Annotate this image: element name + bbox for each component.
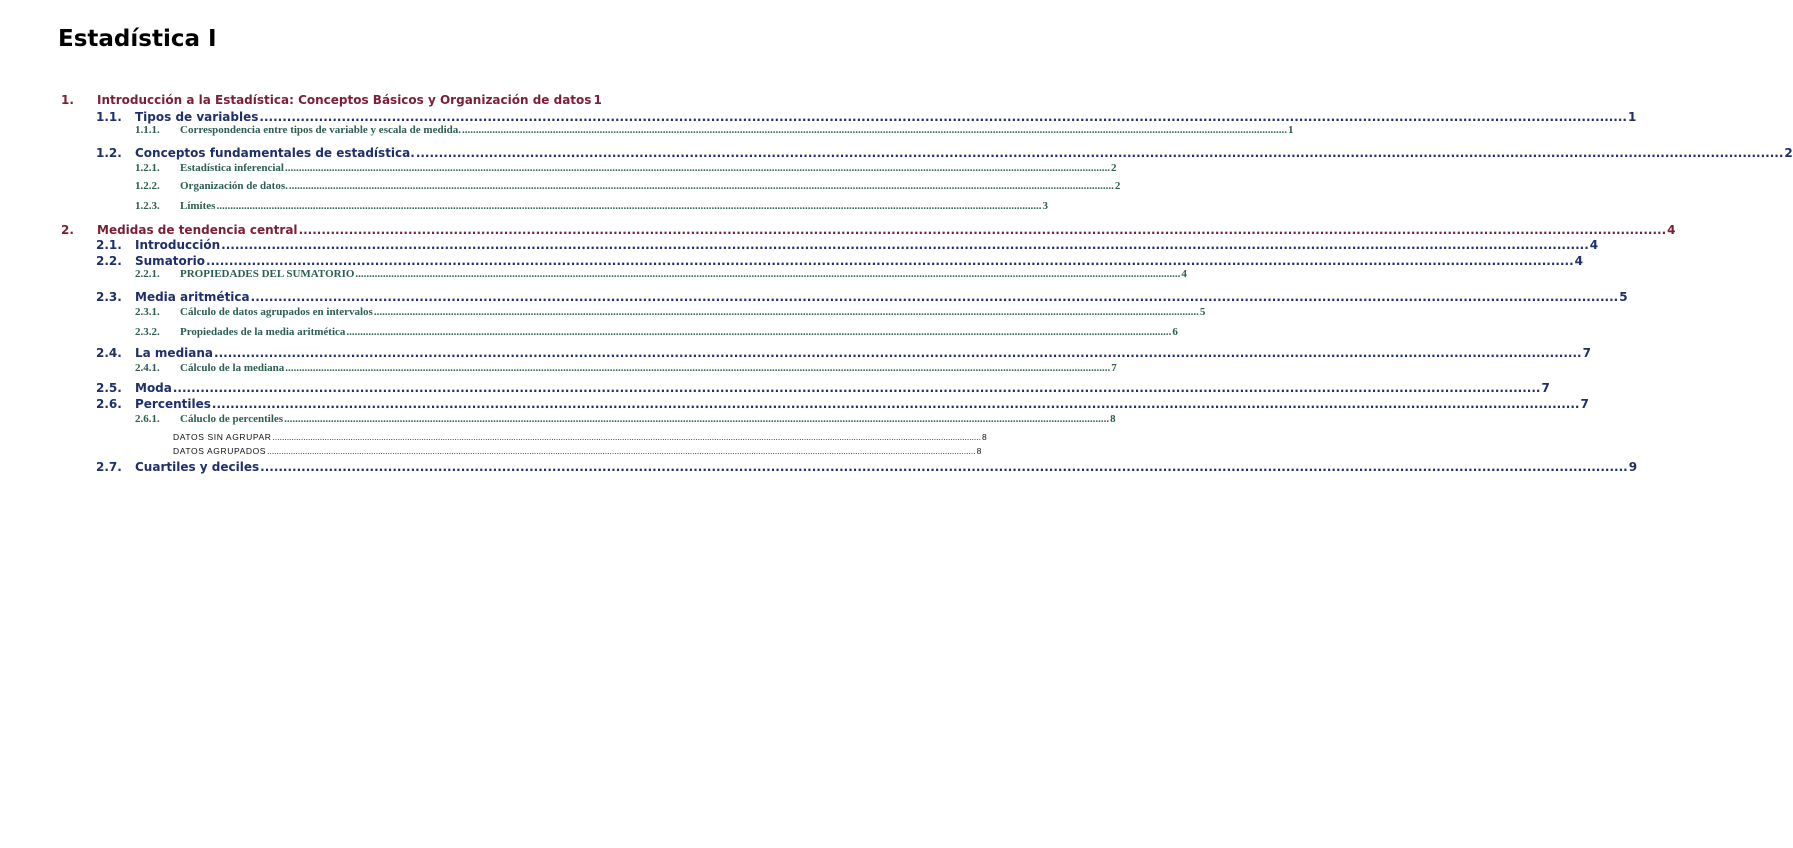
toc-entry-number: 1.1. <box>96 110 122 124</box>
toc-entry-page-number: 1 <box>593 93 602 107</box>
toc-entry[interactable] <box>135 124 1294 136</box>
toc-entry-page-number: 1 <box>1627 110 1637 124</box>
toc-entry-page-number: 7 <box>1582 346 1591 360</box>
toc-entry-number: 2.5. <box>96 381 122 395</box>
toc-entry[interactable] <box>96 346 1591 360</box>
toc-entry[interactable] <box>96 254 1583 268</box>
toc-entry-title: Cáluclo de percentiles <box>180 413 284 425</box>
toc-entry[interactable] <box>61 93 602 107</box>
toc-entry-title: Cálculo de la mediana <box>180 362 285 374</box>
toc-entry-page-number: 1 <box>1288 124 1294 136</box>
toc-entry-number: 2.3.1. <box>135 306 160 318</box>
toc-entry-title: Introducción <box>135 238 221 252</box>
toc-entry-page-number: 6 <box>1172 326 1178 338</box>
toc-entry[interactable] <box>135 413 1116 425</box>
toc-leader-dots: ............................................................................................................................................................................................................................................................................................................ <box>284 162 1110 174</box>
toc-entry-page-number: 8 <box>1110 413 1116 425</box>
toc-entry-title: Medidas de tendencia central <box>97 223 298 237</box>
toc-entry-title: PROPIEDADES DEL SUMATORIO <box>180 268 355 280</box>
toc-entry-title: Introducción a la Estadística: Conceptos Básicos y Organización de datos <box>97 93 592 107</box>
toc-entry[interactable] <box>135 268 1187 280</box>
toc-entry-title: Cuartiles y deciles <box>135 460 260 474</box>
toc-leader-dots: ............................................................................................................................................................................................................................................................................................................ <box>355 268 1181 280</box>
toc-entry-number: 2.3.2. <box>135 326 160 338</box>
toc-entry-page-number: 8 <box>976 446 982 456</box>
toc-entry[interactable] <box>135 162 1117 174</box>
toc-entry[interactable] <box>135 200 1048 212</box>
toc-entry-page-number: 4 <box>1589 238 1599 252</box>
toc-entry-number: 2.7. <box>96 460 122 474</box>
toc-entry-page-number: 2 <box>1114 180 1121 192</box>
toc-entry-page-number: 3 <box>1042 200 1048 212</box>
toc-entry-title: La mediana <box>135 346 214 360</box>
toc-entry[interactable] <box>135 326 1178 338</box>
toc-entry[interactable] <box>135 306 1206 318</box>
toc-entry-title: Percentiles <box>135 397 211 411</box>
toc-leader-dots: ............................................................................................................................................................................................................................................................................................................ <box>250 290 1619 304</box>
toc-entry[interactable] <box>135 362 1117 374</box>
toc-leader-dots: ............................................................................................................................................................................................................................................................................................................ <box>288 180 1114 192</box>
toc-entry-number: 1.2.2. <box>135 180 160 192</box>
toc-entry[interactable] <box>96 460 1638 474</box>
toc-entry-title: Conceptos fundamentales de estadística. <box>135 146 415 160</box>
toc-entry-page-number: 5 <box>1199 306 1206 318</box>
toc-entry-page-number: 7 <box>1541 381 1550 395</box>
toc-leader-dots: ............................................................................................................................................................................................................................................................................................................ <box>259 110 1627 124</box>
toc-entry-number: 1.2. <box>96 146 122 160</box>
toc-leader-dots: ............................................................................................................................................................................................................................................................................................................ <box>211 397 1580 411</box>
toc-entry[interactable] <box>96 397 1589 411</box>
toc-entry-title: Sumatorio <box>135 254 206 268</box>
toc-entry-title: Tipos de variables <box>135 110 259 124</box>
toc-leader-dots: ............................................................................................................................................................................................................................................................................................................ <box>415 146 1784 160</box>
toc-entry[interactable] <box>173 432 988 442</box>
toc-leader-dots: ............................................................................................................................................................................................................................................................................................................ <box>172 381 1541 395</box>
toc-entry-title: DATOS AGRUPADOS <box>173 446 267 456</box>
document-title: Estadística I <box>58 26 217 52</box>
toc-entry-title: Correspondencia entre tipos de variable y escala de medida. <box>180 124 461 136</box>
toc-entry-number: 2.1. <box>96 238 122 252</box>
toc-entry[interactable] <box>135 180 1121 192</box>
toc-entry-page-number: 7 <box>1111 362 1117 374</box>
toc-leader-dots: ............................................................................................................................................................................................................................................................................................................ <box>284 413 1110 425</box>
toc-entry-title: Propiedades de la media aritmética <box>180 326 346 338</box>
toc-entry-number: 2.4. <box>96 346 122 360</box>
toc-leader-dots: ............................................................................................................................................................................................................................................................................................................ <box>462 124 1287 136</box>
toc-entry-number: 2.6.1. <box>135 413 160 425</box>
toc-entry-title: Cálculo de datos agrupados en intervalos <box>180 306 373 318</box>
toc-entry-number: 2. <box>61 223 74 237</box>
toc-entry-number: 1.1.1. <box>135 124 160 136</box>
toc-entry-title: Moda <box>135 381 172 395</box>
toc-entry[interactable] <box>96 381 1550 395</box>
toc-entry-page-number: 9 <box>1628 460 1638 474</box>
toc-leader-dots: ............................................................................................................................................................................................................................................................................................................ <box>285 362 1111 374</box>
toc-entry-page-number: 5 <box>1619 290 1628 304</box>
toc-leader-dots: ............................................................................................................................................................................................................................................................................................................ <box>298 223 1667 237</box>
toc-leader-dots: ............................................................................................................................................................................................................................................................................................................ <box>346 326 1172 338</box>
toc-entry-number: 1.2.1. <box>135 162 160 174</box>
toc-entry-page-number: 2 <box>1110 162 1117 174</box>
toc-entry-title: Límites <box>180 200 216 212</box>
toc-leader-dots: ............................................................................................................................................................................................................................................................................................................ <box>260 460 1628 474</box>
toc-entry-page-number: 8 <box>982 432 988 442</box>
toc-entry-title: Media aritmética <box>135 290 250 304</box>
toc-entry[interactable] <box>61 223 1676 237</box>
toc-leader-dots: ............................................................................................................................................................................................................................................................................................................ <box>216 200 1042 212</box>
toc-entry-number: 1.2.3. <box>135 200 160 212</box>
toc-leader-dots: ............................................................................................................................................................................................................................................................................................................ <box>272 432 982 442</box>
toc-entry[interactable] <box>96 146 1793 160</box>
toc-leader-dots: ............................................................................................................................................................................................................................................................................................................ <box>214 346 1582 360</box>
toc-leader-dots: ............................................................................................................................................................................................................................................................................................................ <box>267 446 976 456</box>
toc-leader-dots: ............................................................................................................................................................................................................................................................................................................ <box>206 254 1574 268</box>
toc-entry-page-number: 2 <box>1784 146 1793 160</box>
toc-leader-dots: ............................................................................................................................................................................................................................................................................................................ <box>373 306 1199 318</box>
toc-entry[interactable] <box>96 110 1637 124</box>
toc-entry-number: 2.2. <box>96 254 122 268</box>
toc-entry-page-number: 4 <box>1181 268 1187 280</box>
toc-entry-title: Estadística inferencial <box>180 162 284 174</box>
toc-entry-page-number: 4 <box>1667 223 1676 237</box>
toc-entry[interactable] <box>173 446 982 456</box>
toc-entry-page-number: 7 <box>1580 397 1589 411</box>
toc-entry-number: 2.4.1. <box>135 362 160 374</box>
toc-entry-number: 2.6. <box>96 397 122 411</box>
toc-entry-title: Organización de datos. <box>180 180 288 192</box>
toc-entry[interactable] <box>96 238 1599 252</box>
toc-entry-number: 2.3. <box>96 290 122 304</box>
toc-entry-number: 2.2.1. <box>135 268 160 280</box>
toc-entry-page-number: 4 <box>1574 254 1583 268</box>
toc-entry[interactable] <box>96 290 1628 304</box>
toc-leader-dots: ............................................................................................................................................................................................................................................................................................................ <box>221 238 1589 252</box>
toc-entry-number: 1. <box>61 93 74 107</box>
toc-entry-title: DATOS SIN AGRUPAR <box>173 432 272 442</box>
